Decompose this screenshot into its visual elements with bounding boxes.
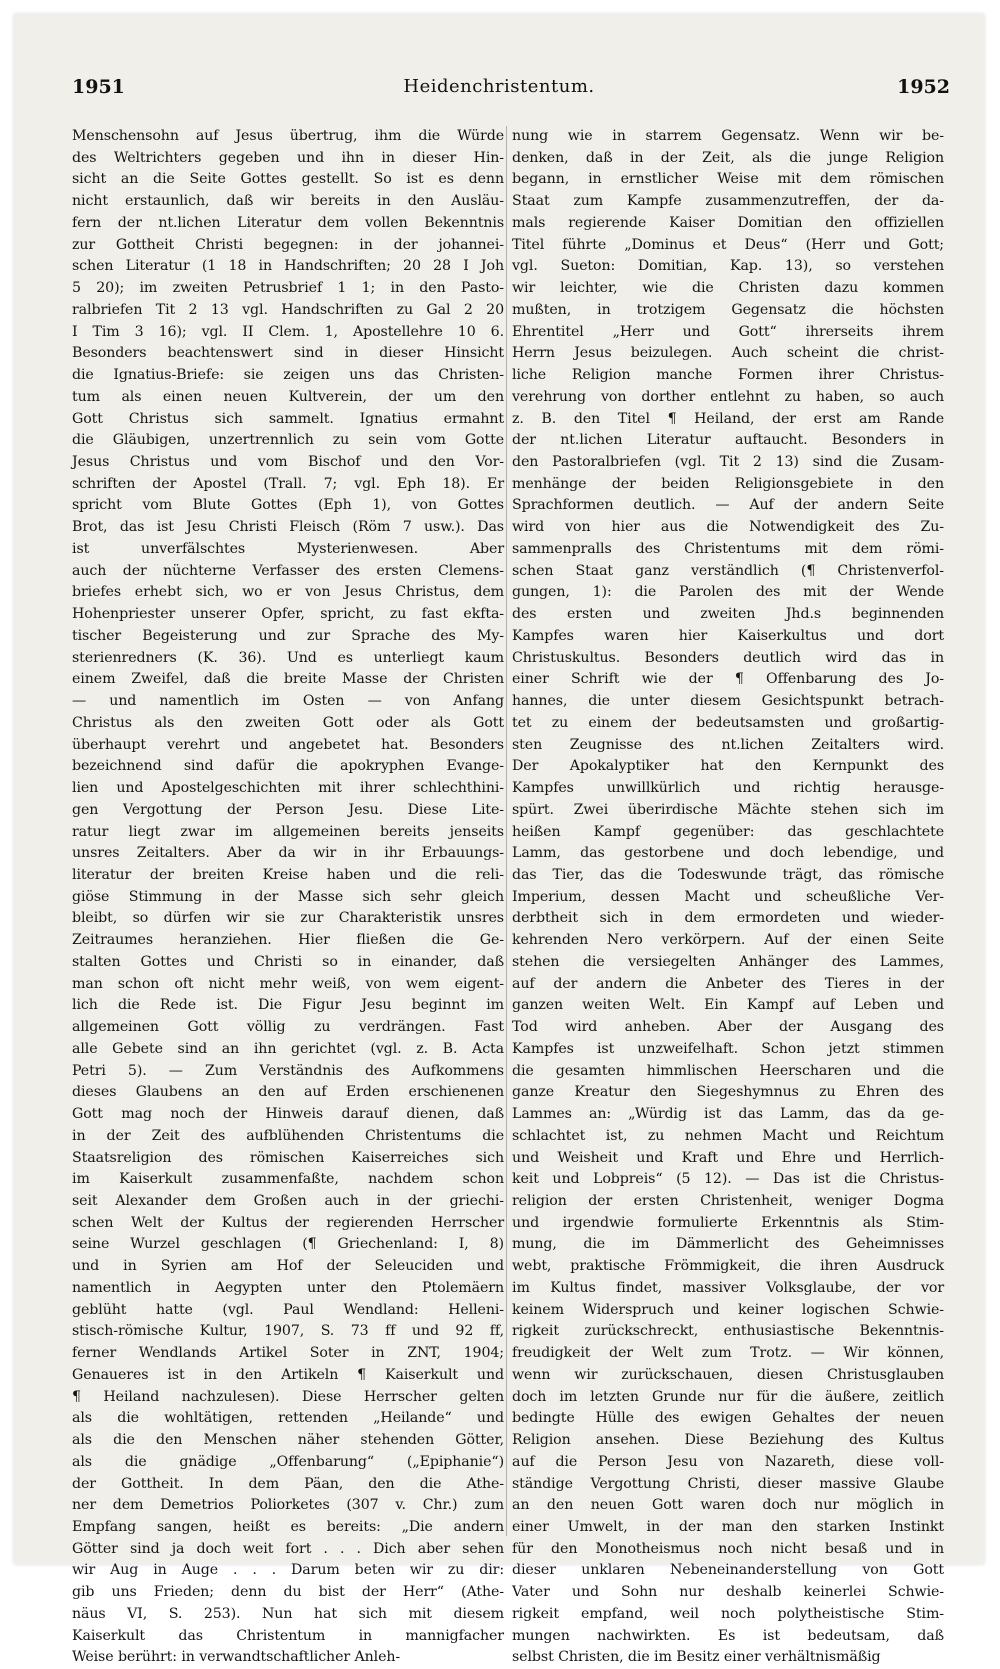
text-line: Christus als den zweiten Gott oder als Gott (72, 714, 504, 731)
text-line: freudigkeit der Welt zum Trotz. — Wir können, (512, 1345, 944, 1362)
text-line: man schon oft nicht mehr weiß, von wem eigent- (72, 975, 504, 992)
text-line: dieses Glaubens an den auf Erden erschienenen (72, 1084, 504, 1101)
text-line: giöse Stimmung in der Masse sich sehr gleich (72, 888, 504, 905)
text-line: an den neuen Gott waren doch nur möglich in (512, 1497, 944, 1514)
text-line: sterienredners (K. 36). Und es unterliegt kaum (72, 649, 504, 666)
text-line: begann, in ernstlicher Weise mit dem römischen (512, 171, 944, 188)
text-line: einer Schrift wie der ¶ Offenbarung des Jo- (512, 671, 944, 688)
text-line: heißen Kampf gegenüber: das geschlachtete (512, 823, 944, 840)
text-line: Lammes an: „Würdig ist das Lamm, das da ge- (512, 1106, 944, 1123)
text-line: Ehrentitel „Herr und Gott“ ihrerseits ihrem (512, 323, 944, 340)
text-line: menhänge der beiden Religionsgebiete in den (512, 475, 944, 492)
text-line: auch der nüchterne Verfasser des ersten Clemens- (72, 562, 504, 579)
text-line: ralbriefen Tit 2 13 vgl. Handschriften zu Gal 2 20 (72, 301, 504, 318)
text-line: stehen die versiegelten Anhänger des Lammes, (512, 953, 944, 970)
text-line: auf der andern die Anbeter des Tieres in der (512, 975, 944, 992)
text-line: ner dem Demetrios Poliorketes (307 v. Chr.) zum (72, 1497, 504, 1514)
text-line: als die gnädige „Offenbarung“ („Epiphanie“) (72, 1453, 504, 1470)
text-line: Götter sind ja doch weit fort . . . Dich aber sehen (72, 1540, 504, 1557)
text-line: den Pastoralbriefen (vgl. Tit 2 13) sind die Zusam- (512, 454, 944, 471)
text-line: tet zu einem der bedeutsamsten und großartig- (512, 714, 944, 731)
text-line: schen Welt der Kultus der regierenden Herrscher (72, 1214, 504, 1231)
text-line: webt, praktische Frömmigkeit, die ihren Ausdruck (512, 1258, 944, 1275)
text-line: Tod wird anheben. Aber der Ausgang des (512, 1019, 944, 1036)
text-line: die gesamten himmlischen Heerscharen und die (512, 1062, 944, 1079)
text-line: ¶ Heiland nachzulesen). Diese Herrscher gelten (72, 1388, 504, 1405)
text-line: ist unverfälschtes Mysterienwesen. Aber (72, 540, 504, 557)
text-line: ratur liegt zwar im allgemeinen bereits jenseits (72, 823, 504, 840)
text-line: tischer Begeisterung und zur Sprache des My- (72, 627, 504, 644)
text-line: Kaiserkult das Christentum in mannigfacher (72, 1627, 504, 1644)
text-line: schen Literatur (1 18 in Handschriften; 20 28 I Joh (72, 258, 504, 275)
text-line: spürt. Zwei überirdische Mächte stehen sich im (512, 801, 944, 818)
page-number-right: 1952 (897, 76, 950, 98)
text-line: bleibt, so dürfen wir sie zur Charakteristik unsres (72, 910, 504, 927)
text-line: und Weisheit und Kraft und Ehre und Herrlich- (512, 1149, 944, 1166)
text-line: Staatsreligion des römischen Kaiserreiches sich (72, 1149, 504, 1166)
text-line: nicht erstaunlich, daß wir bereits in den Ausläu- (72, 193, 504, 210)
text-line: in der Zeit des aufblühenden Christentums die (72, 1127, 504, 1144)
text-line: mals regierende Kaiser Domitian den offiziellen (512, 214, 944, 231)
text-line: ganze Kreatur den Siegeshymnus zu Ehren des (512, 1084, 944, 1101)
text-line: und in Syrien am Hof der Seleuciden und (72, 1258, 504, 1275)
text-line: Vater und Sohn nur deshalb keinerlei Schwie- (512, 1584, 944, 1601)
text-line: Staat zum Kampfe zusammenzutreffen, der da- (512, 193, 944, 210)
text-line: lien und Apostelgeschichten mit ihrer schlechthini- (72, 780, 504, 797)
text-line: allgemeinen Gott völlig zu verdrängen. Fast (72, 1019, 504, 1036)
text-line: Sprachformen deutlich. — Auf der andern Seite (512, 497, 944, 514)
text-line: das Tier, das die Todeswunde trägt, das römische (512, 866, 944, 883)
text-line: stalten Gottes und Christi so in einander, daß (72, 953, 504, 970)
text-line: Empfang sangen, heißt es bereits: „Die andern (72, 1519, 504, 1535)
text-line: dieser unklaren Nebeneinanderstellung von Gott (512, 1562, 944, 1579)
text-line: Lamm, das gestorbene und doch lebendige, und (512, 845, 944, 862)
text-line: Hohenpriester unserer Opfer, spricht, zu fast ekfta- (72, 606, 504, 623)
text-line: seit Alexander dem Großen auch in der griechi- (72, 1192, 504, 1209)
text-line: Imperium, dessen Macht und scheußliche Ver- (512, 888, 944, 905)
text-line: Kampfes ist unzweifelhaft. Schon jetzt stimmen (512, 1040, 944, 1057)
text-line: gib uns Frieden; denn du bist der Herr“ (Athe- (72, 1584, 504, 1601)
text-line: überhaupt verehrt und angebetet hat. Besonders (72, 736, 504, 753)
text-line: die Gläubigen, unzertrennlich zu sein vom Gotte (72, 432, 504, 449)
text-line: schen Staat ganz verständlich (¶ Christenverfol- (512, 562, 944, 579)
text-line: wird von hier aus die Notwendigkeit des Zu- (512, 519, 944, 536)
page-number-left: 1951 (72, 76, 125, 98)
text-line: auf die Person Jesu von Nazareth, diese voll- (512, 1453, 944, 1470)
text-line: des Weltrichters gegeben und ihn in dieser Hin- (72, 149, 504, 166)
text-line: Kampfes waren hier Kaiserkultus und dort (512, 627, 944, 644)
text-line: wir leichter, wie die Christen dazu kommen (512, 280, 944, 297)
text-line: zur Gottheit Christi begegnen: in der johannei- (72, 236, 504, 253)
text-line: 5 20); im zweiten Petrusbrief 1 1; in den Pasto- (72, 280, 504, 297)
text-line: liche Religion manche Formen ihrer Christus- (512, 367, 944, 384)
text-line: denken, daß in der Zeit, als die junge Religion (512, 149, 944, 166)
text-line: mußten, in trotzigem Gegensatz die höchsten (512, 301, 944, 318)
text-line: namentlich in Aegypten unter den Ptolemäern (72, 1279, 504, 1296)
text-line: Herrn Jesus beizulegen. Auch scheint die christ- (512, 345, 944, 362)
text-line: schlachtet ist, zu nehmen Macht und Reichtum (512, 1127, 944, 1144)
text-line: hannes, die unter diesem Gesichtspunkt betrach- (512, 693, 944, 710)
text-line: briefes erhebt sich, wo er von Jesus Christus, dem (72, 584, 504, 601)
text-line: Weise berührt: in verwandtschaftlicher Anleh- (72, 1649, 401, 1666)
text-line: stisch-römische Kultur, 1907, S. 73 ff und 92 ff, (72, 1323, 504, 1340)
column-divider (506, 126, 507, 1536)
text-line: rigkeit zurückschreckt, enthusiastische Bekenntnis- (512, 1323, 944, 1340)
text-line: religion der ersten Christenheit, weniger Dogma (512, 1192, 944, 1209)
text-line: verehrung von dorther entlehnt zu haben, so auch (512, 388, 944, 405)
text-line: Besonders beachtenswert sind in dieser Hinsicht (72, 345, 504, 362)
text-line: wir Aug in Auge . . . Darum beten wir zu dir: (72, 1562, 504, 1579)
text-line: der Gottheit. In dem Päan, den die Athe- (72, 1475, 504, 1492)
text-line: tum als einen neuen Kultverein, der um den (72, 388, 504, 405)
text-line: literatur der breiten Kreise haben und die reli- (72, 866, 504, 883)
text-line: des ersten und zweiten Jhd.s beginnenden (512, 606, 944, 623)
text-column-right (512, 126, 944, 1666)
text-line: keit und Lobpreis“ (5 12). — Das ist die Christus- (512, 1171, 944, 1188)
book-page (14, 14, 984, 1666)
text-line: I Tim 3 16); vgl. II Clem. 1, Apostellehre 10 6. (72, 323, 504, 340)
text-line: schriften der Apostel (Trall. 7; vgl. Eph 18). Er (72, 475, 504, 492)
text-line: unsres Zeitalters. Aber da wir in ihr Erbauungs- (72, 845, 504, 862)
text-line: rigkeit empfand, weil noch polytheistische Stim- (512, 1605, 944, 1622)
text-line: Kampfes unwillkürlich und richtig herausge- (512, 780, 944, 797)
text-line: lich die Rede ist. Die Figur Jesu beginnt im (72, 997, 504, 1014)
text-line: einer Umwelt, in der man den starken Instinkt (512, 1519, 944, 1535)
text-line: im Kaiserkult zusammenfaßte, nachdem schon (72, 1171, 504, 1188)
text-line: Gott mag noch der Hinweis darauf dienen, daß (72, 1106, 504, 1123)
text-line: die Ignatius-Briefe: sie zeigen uns das Christen- (72, 367, 504, 384)
text-line: als die wohltätigen, rettenden „Heilande“ und (72, 1410, 504, 1427)
text-line: Genaueres ist in den Artikeln ¶ Kaiserkult und (72, 1366, 504, 1383)
text-column-left (72, 126, 504, 1666)
text-line: vgl. Sueton: Domitian, Kap. 13), so verstehen (512, 258, 944, 275)
text-line: selbst Christen, die im Besitz einer verhältnismäßig (512, 1649, 881, 1666)
text-line: gungen, 1): die Parolen des mit der Wende (512, 584, 944, 601)
text-line: z. B. den Titel ¶ Heiland, der erst am Rande (512, 410, 944, 427)
text-line: keinem Widerspruch und keiner logischen Schwie- (512, 1301, 944, 1318)
text-line: seine Wurzel geschlagen (¶ Griechenland: I, 8) (72, 1236, 504, 1253)
text-line: Petri 5). — Zum Verständnis des Aufkommens (72, 1062, 504, 1079)
text-line: einem Zweifel, daß die breite Masse der Christen (72, 671, 504, 688)
text-line: Gott Christus sich sammelt. Ignatius ermahnt (72, 410, 504, 427)
text-line: bedingte Hülle des ewigen Gehaltes der neuen (512, 1410, 944, 1427)
text-line: sammenpralls des Christentums mit dem römi- (512, 540, 944, 557)
text-line: fern der nt.lichen Literatur dem vollen Bekenntnis (72, 214, 504, 231)
text-line: der nt.lichen Literatur auftaucht. Besonders in (512, 432, 944, 449)
text-line: mung, die im Dämmerlicht des Geheimnisses (512, 1236, 944, 1253)
text-line: bezeichnend sind dafür die apokryphen Evange- (72, 758, 504, 775)
text-line: gen Vergottung der Person Jesu. Diese Lite- (72, 801, 504, 818)
text-line: Brot, das ist Jesu Christi Fleisch (Röm 7 usw.). Das (72, 519, 504, 536)
text-line: sicht an die Seite Gottes gestellt. So ist es denn (72, 171, 504, 188)
text-line: ständige Vergottung Christi, dieser massive Glaube (512, 1475, 944, 1492)
text-line: wenn wir zurückschauen, diesen Christusglauben (512, 1366, 944, 1383)
text-line: geblüht hatte (vgl. Paul Wendland: Helleni- (72, 1301, 504, 1318)
text-line: kehrenden Nero verkörpern. Auf der einen Seite (512, 932, 944, 949)
running-header-title: Heidenchristentum. (403, 76, 595, 97)
text-line: Der Apokalyptiker hat den Kernpunkt des (512, 758, 944, 775)
text-line: ferner Wendlands Artikel Soter in ZNT, 1904; (72, 1345, 504, 1362)
text-line: näus VI, S. 253). Nun hat sich mit diesem (72, 1605, 504, 1622)
text-line: Religion ansehen. Diese Beziehung des Kultus (512, 1432, 944, 1449)
text-line: mungen nachwirkten. Es ist bedeutsam, daß (512, 1627, 944, 1644)
text-line: spricht vom Blute Gottes (Eph 1), von Gottes (72, 497, 504, 514)
text-line: Menschensohn auf Jesus übertrug, ihm die Würde (72, 128, 504, 144)
text-line: für den Monotheismus noch nicht besaß und in (512, 1540, 944, 1557)
text-line: doch im letzten Grunde nur für die äußere, zeitlich (512, 1388, 944, 1405)
text-line: Christuskultus. Besonders deutlich wird das in (512, 649, 944, 666)
text-line: und irgendwie formulierte Erkenntnis als Stim- (512, 1214, 944, 1231)
text-line: ganzen weiten Welt. Ein Kampf auf Leben und (512, 997, 944, 1014)
text-line: alle Gebete sind an ihn gerichtet (vgl. z. B. Acta (72, 1040, 504, 1057)
text-line: Titel führte „Dominus et Deus“ (Herr und Gott; (512, 236, 944, 253)
text-line: als die den Menschen näher stehenden Götter, (72, 1432, 504, 1449)
text-line: im Kultus findet, massiver Volksglaube, der vor (512, 1279, 944, 1296)
text-line: Zeitraumes heranziehen. Hier fließen die Ge- (72, 932, 504, 949)
text-line: derbtheit sich in dem ermordeten und wieder- (512, 910, 944, 927)
text-line: Jesus Christus und vom Bischof und den Vor- (72, 454, 504, 471)
text-line: — und namentlich im Osten — von Anfang (72, 693, 504, 710)
text-line: sten Zeugnisse des nt.lichen Zeitalters wird. (512, 736, 944, 753)
text-line: nung wie in starrem Gegensatz. Wenn wir be- (512, 128, 944, 144)
